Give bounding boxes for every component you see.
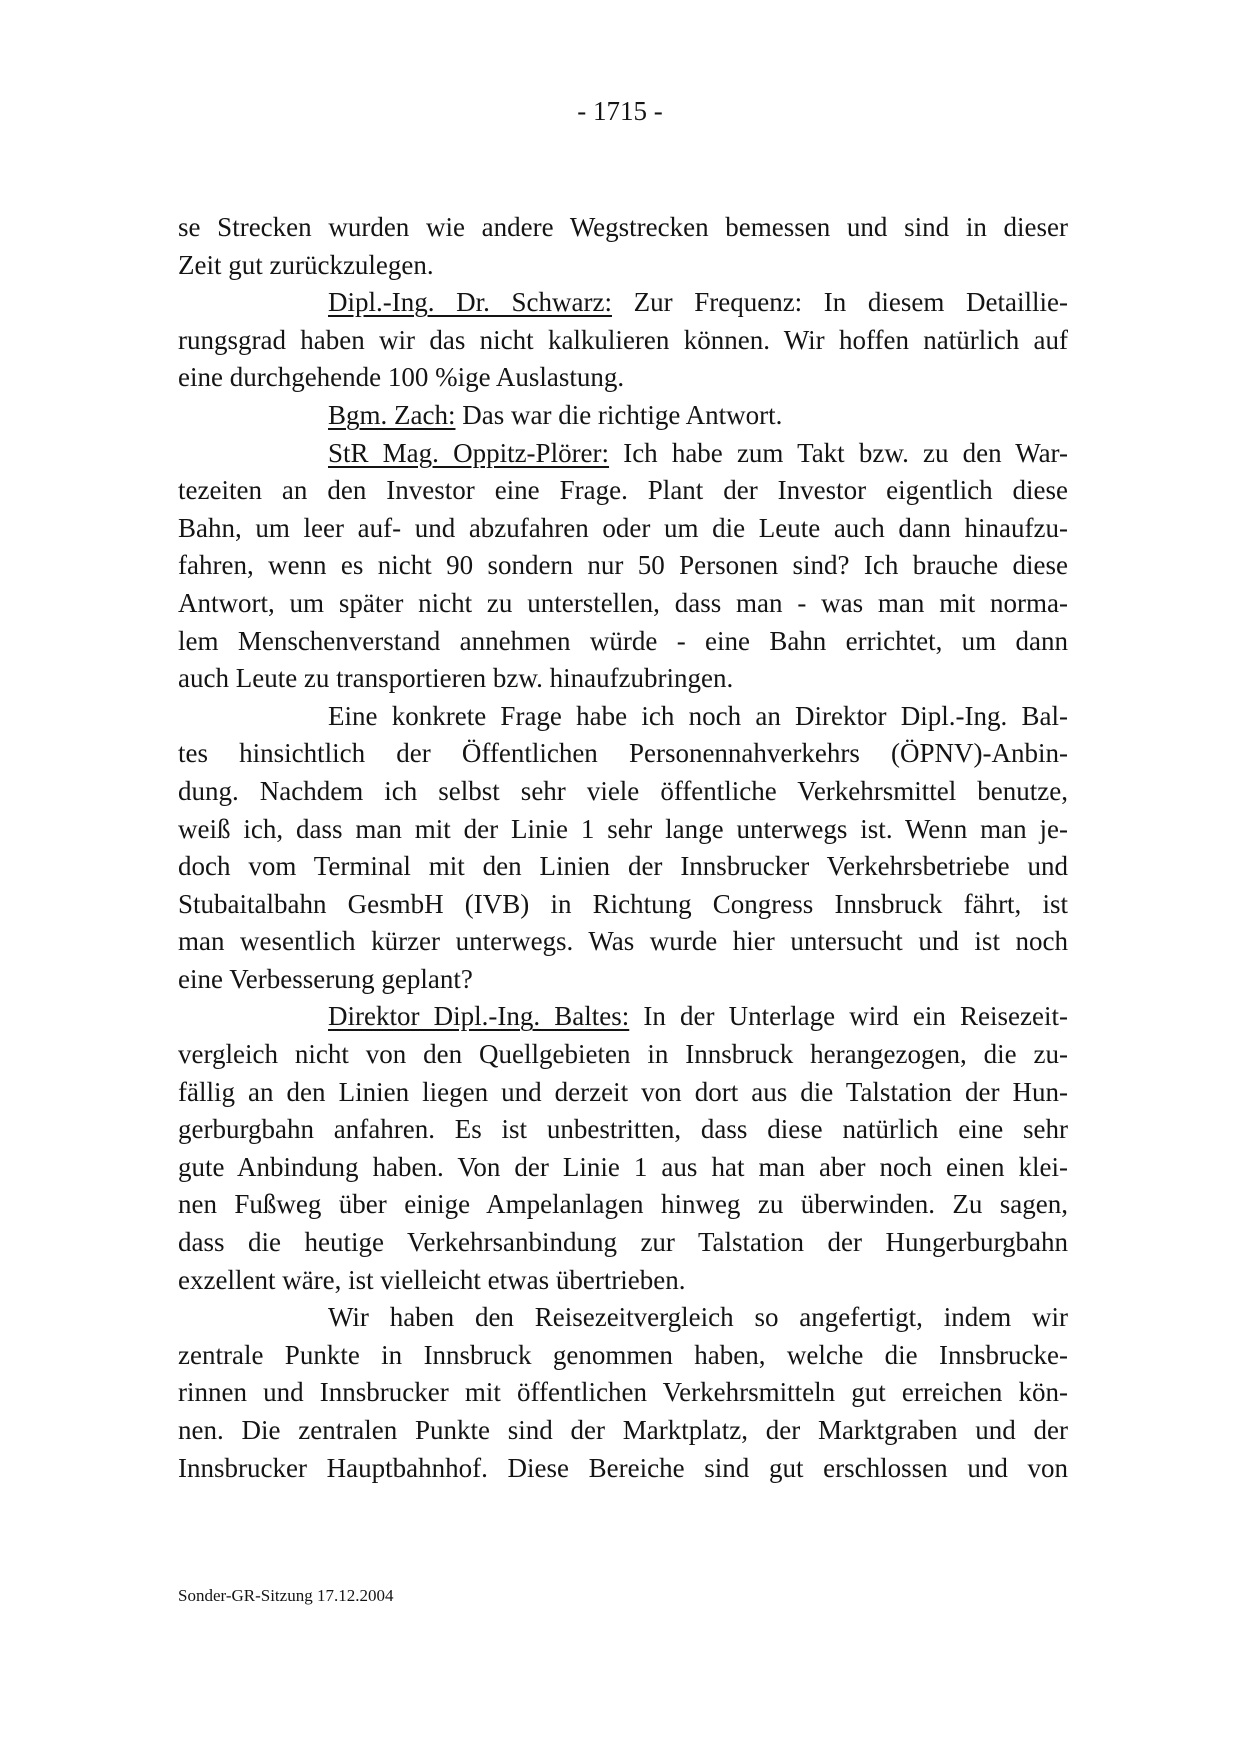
page-number: - 1715 - — [577, 96, 663, 126]
speaker-line — [178, 397, 1068, 435]
line-text: Wir haben den Reisezeitvergleich so angefertigt, indem wir — [328, 1302, 1068, 1333]
text-line — [178, 1111, 1068, 1149]
line-text: zentrale Punkte in Innsbruck genommen haben, welche die Innsbrucke- — [178, 1339, 1068, 1370]
speaker-line — [178, 998, 1068, 1036]
text-line — [178, 1299, 1068, 1337]
text-line — [178, 961, 1068, 999]
speaker-line — [178, 435, 1068, 473]
line-text: gute Anbindung haben. Von der Linie 1 aus hat man aber noch einen klei- — [178, 1151, 1068, 1182]
text-line — [178, 623, 1068, 661]
speaker-name: Bgm. Zach: — [328, 399, 456, 430]
line-text: eine Verbesserung geplant? — [178, 963, 473, 994]
line-text: nen Fußweg über einige Ampelanlagen hinweg zu überwinden. Zu sagen, — [178, 1189, 1068, 1220]
text-line — [178, 1186, 1068, 1224]
line-text: weiß ich, dass man mit der Linie 1 sehr lange unterwegs ist. Wenn man je- — [178, 813, 1068, 844]
line-text: dung. Nachdem ich selbst sehr viele öffentliche Verkehrsmittel benutze, — [178, 775, 1068, 806]
line-text: auch Leute zu transportieren bzw. hinaufzubringen. — [178, 663, 734, 694]
text-line — [178, 923, 1068, 961]
text-line — [178, 848, 1068, 886]
text-line — [178, 1412, 1068, 1450]
line-text: Ich habe zum Takt bzw. zu den War- — [609, 437, 1068, 468]
text-line — [178, 660, 1068, 698]
line-text: doch vom Terminal mit den Linien der Innsbrucker Verkehrsbetriebe und — [178, 851, 1068, 882]
text-line — [178, 1149, 1068, 1187]
text-line — [178, 472, 1068, 510]
line-text: gerburgbahn anfahren. Es ist unbestritten, dass diese natürlich eine sehr — [178, 1114, 1068, 1145]
protocol-body-text — [178, 209, 1068, 1487]
text-line — [178, 247, 1068, 285]
text-line — [178, 1224, 1068, 1262]
line-text: lem Menschenverstand annehmen würde - eine Bahn errichtet, um dann — [178, 625, 1068, 656]
text-line — [178, 585, 1068, 623]
text-line — [178, 510, 1068, 548]
footer-session-label: Sonder-GR-Sitzung 17.12.2004 — [178, 1586, 394, 1605]
text-line — [178, 1374, 1068, 1412]
text-line — [178, 1262, 1068, 1300]
line-text: rungsgrad haben wir das nicht kalkulieren können. Wir hoffen natürlich auf — [178, 324, 1068, 355]
line-text: Das war die richtige Antwort. — [455, 399, 783, 430]
line-text: Innsbrucker Hauptbahnhof. Diese Bereiche sind gut erschlossen und von — [178, 1452, 1068, 1483]
text-line — [178, 322, 1068, 360]
line-text: In der Unterlage wird ein Reisezeit- — [629, 1001, 1068, 1032]
text-line — [178, 209, 1068, 247]
text-line — [178, 698, 1068, 736]
line-text: rinnen und Innsbrucker mit öffentlichen Verkehrsmitteln gut erreichen kön- — [178, 1377, 1068, 1408]
line-text: Stubaitalbahn GesmbH (IVB) in Richtung Congress Innsbruck fährt, ist — [178, 888, 1068, 919]
line-text: vergleich nicht von den Quellgebieten in Innsbruck herangezogen, die zu- — [178, 1039, 1068, 1070]
line-text: dass die heutige Verkehrsanbindung zur Talstation der Hungerburgbahn — [178, 1227, 1068, 1258]
text-line — [178, 1036, 1068, 1074]
line-text: tezeiten an den Investor eine Frage. Plant der Investor eigentlich diese — [178, 475, 1068, 506]
line-text: fällig an den Linien liegen und derzeit von dort aus die Talstation der Hun- — [178, 1076, 1068, 1107]
text-line — [178, 547, 1068, 585]
text-line — [178, 1450, 1068, 1488]
line-text: Eine konkrete Frage habe ich noch an Direktor Dipl.-Ing. Bal- — [328, 700, 1068, 731]
line-text: fahren, wenn es nicht 90 sondern nur 50 Personen sind? Ich brauche diese — [178, 550, 1068, 581]
line-text: man wesentlich kürzer unterwegs. Was wurde hier untersucht und ist noch — [178, 926, 1068, 957]
speaker-name: Dipl.-Ing. Dr. Schwarz: — [328, 287, 612, 318]
text-line — [178, 773, 1068, 811]
line-text: exzellent wäre, ist vielleicht etwas übertrieben. — [178, 1264, 686, 1295]
speaker-name: StR Mag. Oppitz-Plörer: — [328, 437, 610, 468]
line-text: nen. Die zentralen Punkte sind der Marktplatz, der Marktgraben und der — [178, 1415, 1068, 1445]
line-text: Zur Frequenz: In diesem Detaillie- — [611, 287, 1068, 318]
speaker-line — [178, 284, 1068, 322]
line-text: eine durchgehende 100 %ige Auslastung. — [178, 362, 625, 393]
text-line — [178, 1337, 1068, 1375]
line-text: Bahn, um leer auf- und abzufahren oder um die Leute auch dann hinaufzu- — [178, 512, 1068, 543]
line-text: Antwort, um später nicht zu unterstellen, dass man - was man mit norma- — [178, 587, 1068, 618]
line-text: se Strecken wurden wie andere Wegstrecken bemessen und sind in dieser — [178, 212, 1068, 242]
text-line — [178, 359, 1068, 397]
speaker-name: Direktor Dipl.-Ing. Baltes: — [328, 1001, 630, 1032]
line-text: tes hinsichtlich der Öffentlichen Personennahverkehrs (ÖPNV)-Anbin- — [178, 738, 1068, 769]
line-text: Zeit gut zurückzulegen. — [178, 249, 434, 280]
text-line — [178, 735, 1068, 773]
text-line — [178, 1074, 1068, 1112]
text-line — [178, 811, 1068, 849]
text-line — [178, 886, 1068, 924]
